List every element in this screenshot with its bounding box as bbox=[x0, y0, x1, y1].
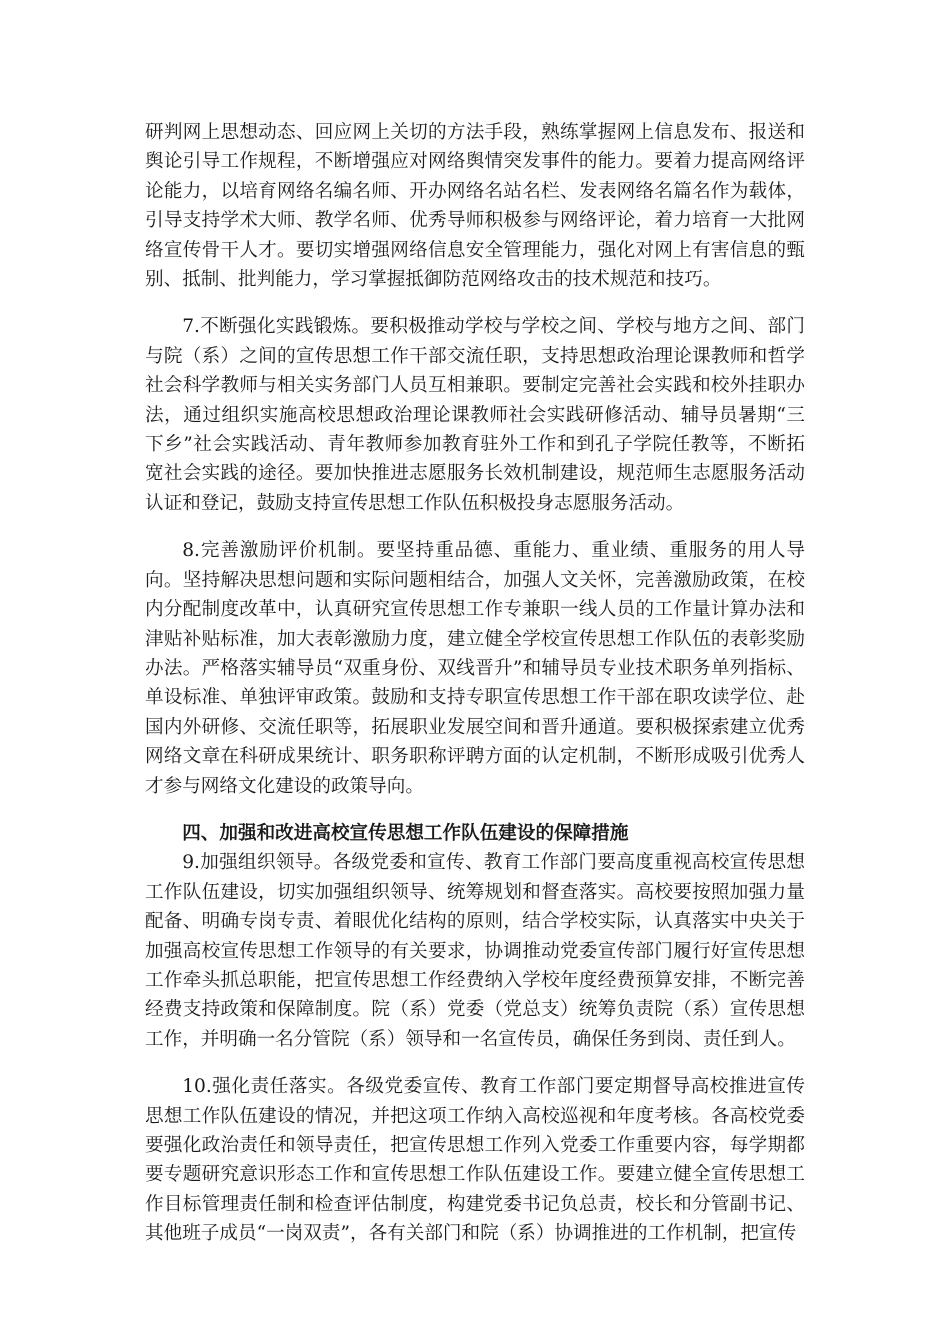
section-heading: 四、加强和改进高校宣传思想工作队伍建设的保障措施 bbox=[182, 822, 629, 844]
paragraph-item-10: 10.强化责任落实。各级党委宣传、教育工作部门要定期督导高校推进宣传思想工作队伍建设的情况，并把这项工作纳入高校巡视和年度考核。各高校党委要强化政治责任和领导责任，把宣传思想工作列入党委工作重要内容，每学期都要专题研究意识形态工作和宣传思想工作队伍建设工作。要建立健全宣传思想工作目标管理责任制和检查评估制度，构建党委书记负总责，校长和分管副书记、其他班子成员“一岗双责”，各有关部门和院（系）协调推进的工作机制，把宣传 bbox=[145, 1076, 805, 1245]
paragraph-item-8: 8.完善激励评价机制。要坚持重品德、重能力、重业绩、重服务的用人导向。坚持解决思想问题和实际问题相结合，加强人文关怀，完善激励政策，在校内分配制度改革中，认真研究宣传思想工作专兼职一线人员的工作量计算办法和津贴补贴标准，加大表彰激励力度，建立健全学校宣传思想工作队伍的表彰奖励办法。严格落实辅导员“双重身份、双线晋升”和辅导员专业技术职务单列指标、单设标准、单独评审政策。鼓励和支持专职宣传思想工作干部在职攻读学位、赴国内外研修、交流任职等，拓展职业发展空间和晋升通道。要积极探索建立优秀网络文章在科研成果统计、职务职称评聘方面的认定机制，不断形成吸引优秀人才参与网络文化建设的政策导向。 bbox=[145, 540, 805, 797]
document-page bbox=[145, 118, 805, 1267]
paragraph-item-7: 7.不断强化实践锻炼。要积极推动学校与学校之间、学校与地方之间、部门与院（系）之间的宣传思想工作干部交流任职，支持思想政治理论课教师和哲学社会科学教师与相关实务部门人员互相兼职。要制定完善社会实践和校外挂职办法，通过组织实施高校思想政治理论课教师社会实践研修活动、辅导员暑期“三下乡”社会实践活动、青年教师参加教育驻外工作和到孔子学院任教等，不断拓宽社会实践的途径。要加快推进志愿服务长效机制建设，规范师生志愿服务活动认证和登记，鼓励支持宣传思想工作队伍积极投身志愿服务活动。 bbox=[145, 316, 805, 514]
paragraph-item-9: 9.加强组织领导。各级党委和宣传、教育工作部门要高度重视高校宣传思想工作队伍建设，切实加强组织领导、统筹规划和督查落实。高校要按照加强力量配备、明确专岗专责、着眼优化结构的原则，结合学校实际，认真落实中央关于加强高校宣传思想工作领导的有关要求，协调推动党委宣传部门履行好宣传思想工作牵头抓总职能，把宣传思想工作经费纳入学校年度经费预算安排，不断完善经费支持政策和保障制度。院（系）党委（党总支）统筹负责院（系）宣传思想工作，并明确一名分管院（系）领导和一名宣传员，确保任务到岗、责任到人。 bbox=[145, 852, 805, 1050]
paragraph-continuation: 研判网上思想动态、回应网上关切的方法手段，熟练掌握网上信息发布、报送和舆论引导工作规程，不断增强应对网络舆情突发事件的能力。要着力提高网络评论能力，以培育网络名编名师、开办网络名站名栏、发表网络名篇名作为载体，引导支持学术大师、教学名师、优秀导师积极参与网络评论，着力培育一大批网络宣传骨干人才。要切实增强网络信息安全管理能力，强化对网上有害信息的甄别、抵制、批判能力，学习掌握抵御防范网络攻击的技术规范和技巧。 bbox=[145, 122, 805, 291]
